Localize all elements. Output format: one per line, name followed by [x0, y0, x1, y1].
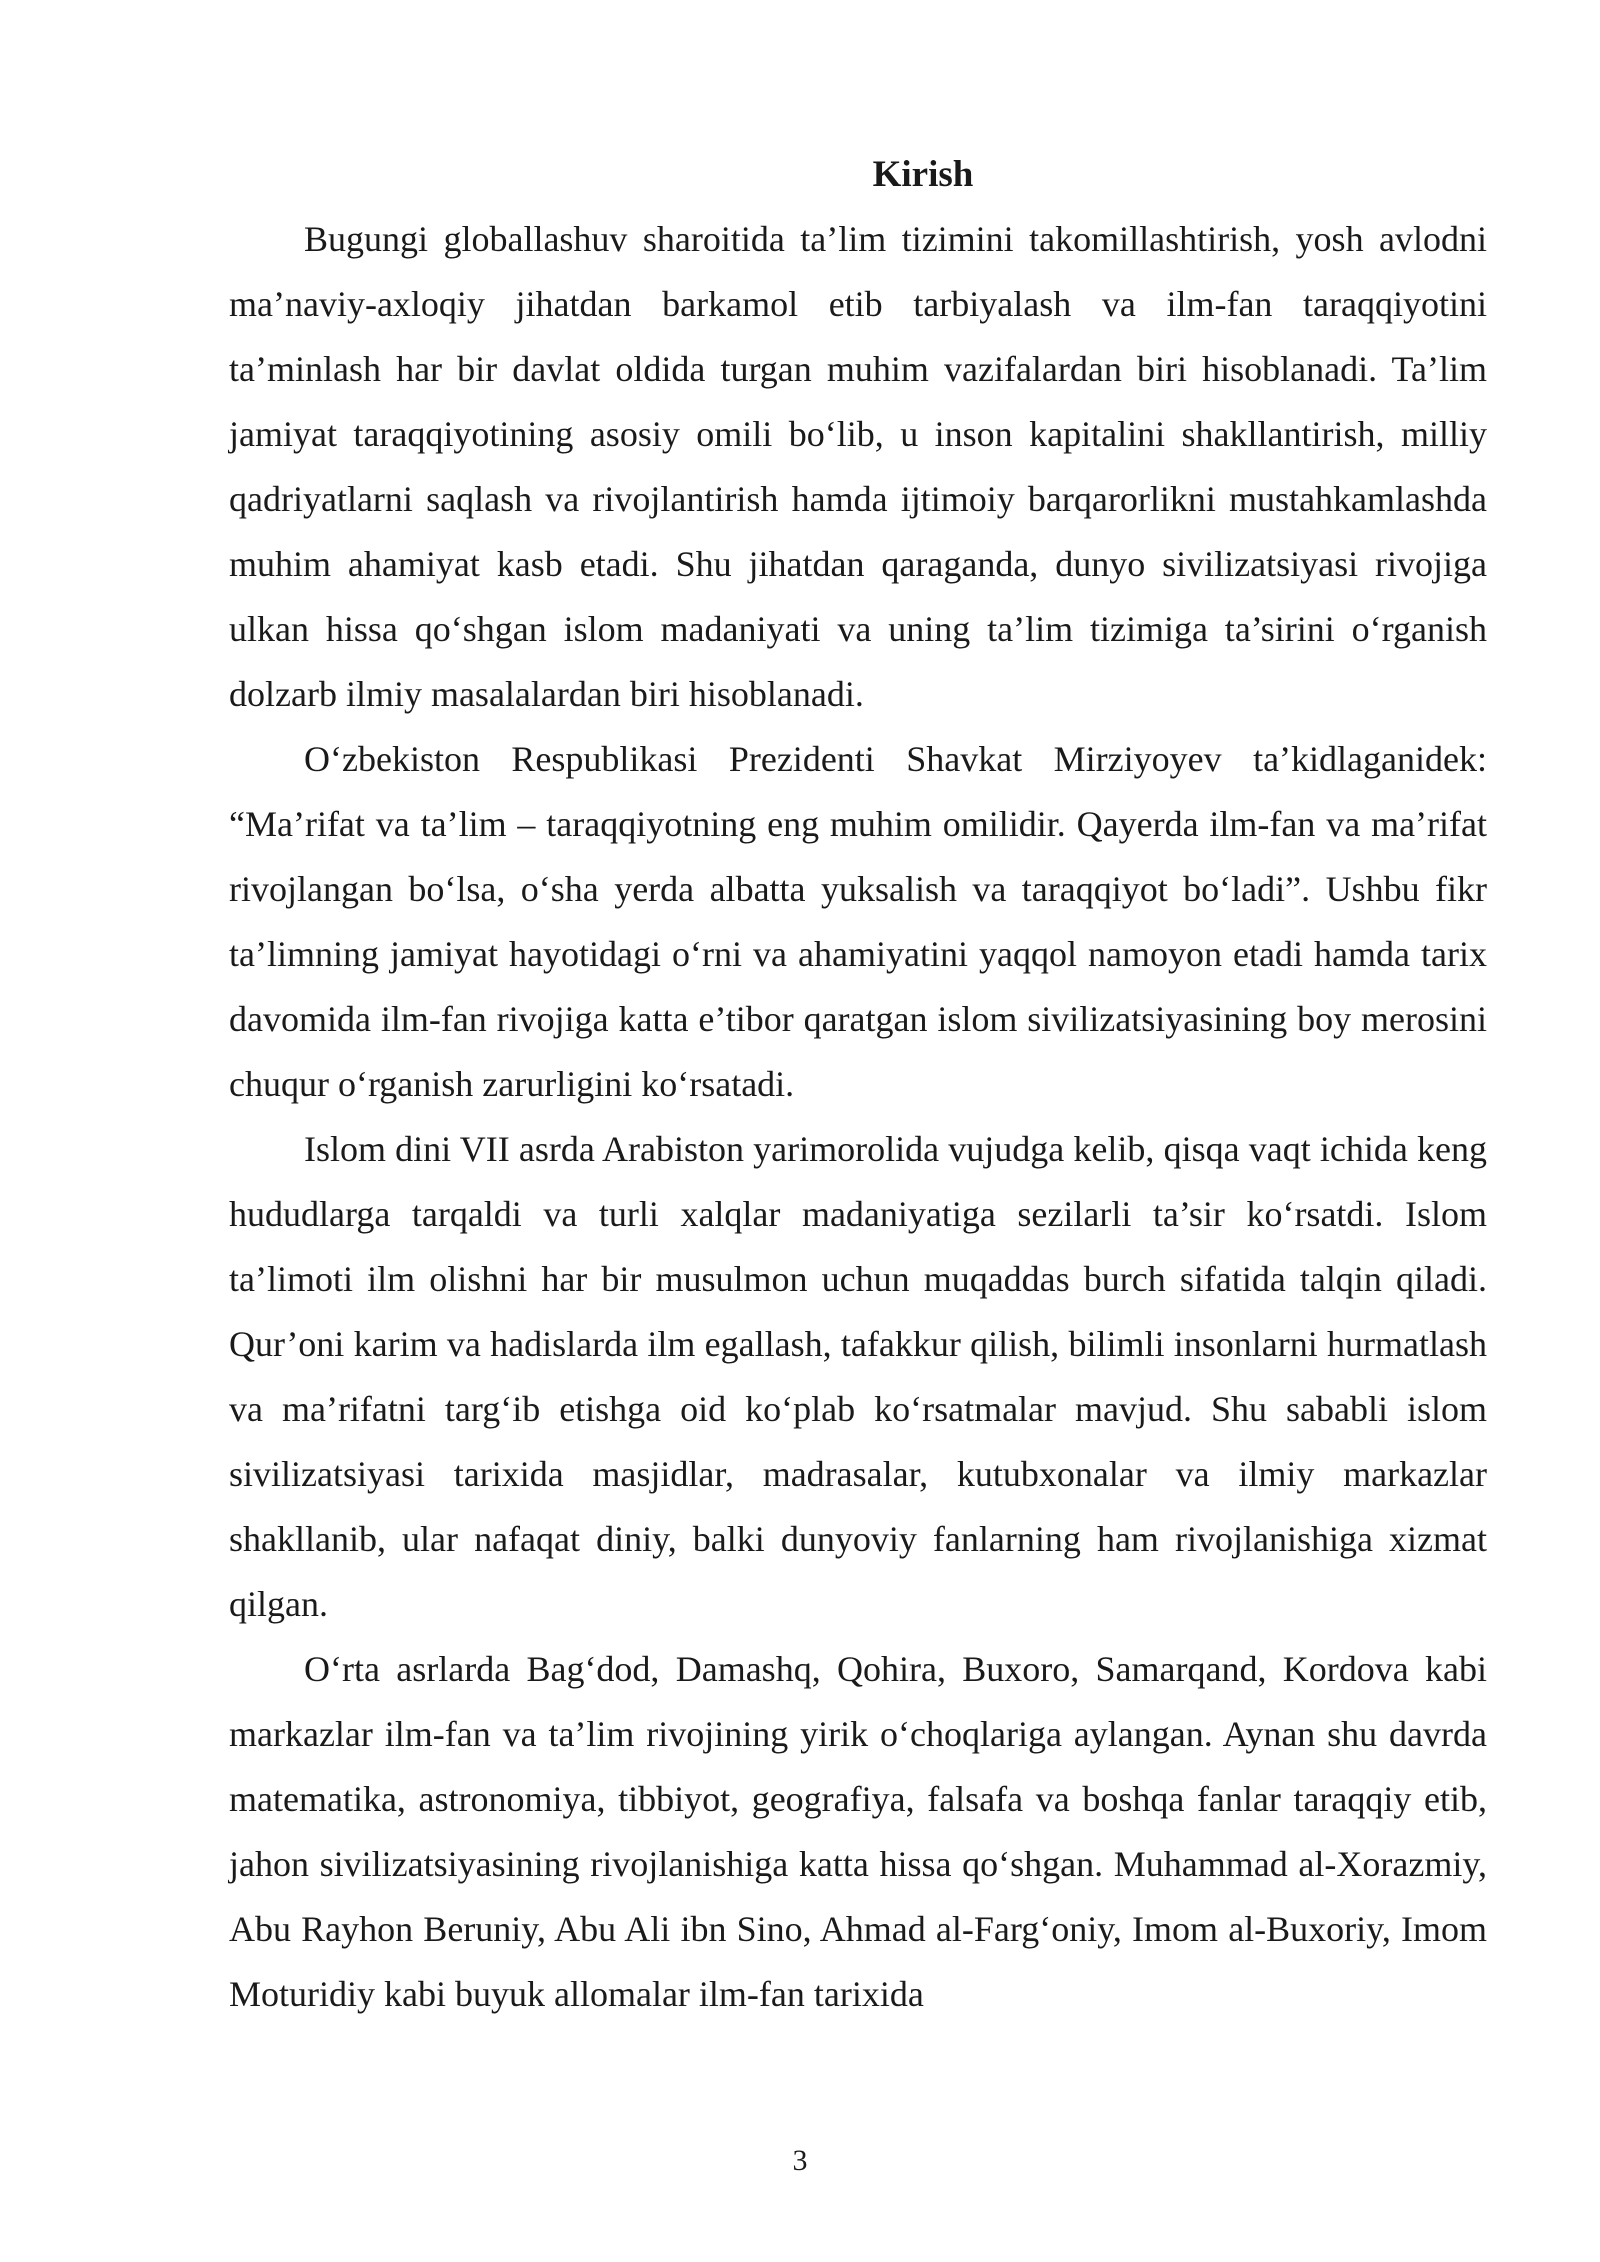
page-content [229, 145, 1487, 2027]
paragraph-1: Bugungi globallashuv sharoitida ta’lim tizimini takomillashtirish, yosh avlodni ma’naviy-axloqiy jihatdan barkamol etib tarbiyalash va ilm-fan taraqqiyotini ta’minlash har bir davlat oldida turgan muhim vazifalardan biri hisoblanadi. Ta’lim jamiyat taraqqiyotining asosiy omili bo‘lib, u inson kapitalini shakllantirish, milliy qadriyatlarni saqlash va rivojlantirish hamda ijtimoiy barqarorlikni mustahkamlashda muhim ahamiyat kasb etadi. Shu jihatdan qaraganda, dunyo sivilizatsiyasi rivojiga ulkan hissa qo‘shgan islom madaniyati va uning ta’lim tizimiga ta’sirini o‘rganish dolzarb ilmiy masalalardan biri hisoblanadi. [229, 219, 1487, 714]
paragraph-3: Islom dini VII asrda Arabiston yarimorolida vujudga kelib, qisqa vaqt ichida keng hududlarga tarqaldi va turli xalqlar madaniyatiga sezilarli ta’sir ko‘rsatdi. Islom ta’limoti ilm olishni har bir musulmon uchun muqaddas burch sifatida talqin qiladi. Qur’oni karim va hadislarda ilm egallash, tafakkur qilish, bilimli insonlarni hurmatlash va ma’rifatni targ‘ib etishga oid ko‘plab ko‘rsatmalar mavjud. Shu sababli islom sivilizatsiyasi tarixida masjidlar, madrasalar, kutubxonalar va ilmiy markazlar shakllanib, ular nafaqat diniy, balki dunyoviy fanlarning ham rivojlanishiga xizmat qilgan. [229, 1129, 1487, 1624]
paragraph-4: O‘rta asrlarda Bag‘dod, Damashq, Qohira, Buxoro, Samarqand, Kordova kabi markazlar ilm-fan va ta’lim rivojining yirik o‘choqlariga aylangan. Aynan shu davrda matematika, astronomiya, tibbiyot, geografiya, falsafa va boshqa fanlar taraqqiy etib, jahon sivilizatsiyasining rivojlanishiga katta hissa qo‘shgan. Muhammad al-Xorazmiy, Abu Rayhon Beruniy, Abu Ali ibn Sino, Ahmad al-Farg‘oniy, Imom al-Buxoriy, Imom Moturidiy kabi buyuk allomalar ilm-fan tarixida [229, 1649, 1487, 2014]
paragraph-2: O‘zbekiston Respublikasi Prezidenti Shavkat Mirziyoyev ta’kidlaganidek: “Ma’rifat va ta’lim – taraqqiyotning eng muhim omilidir. Qayerda ilm-fan va ma’rifat rivojlangan bo‘lsa, o‘sha yerda albatta yuksalish va taraqqiyot bo‘ladi”. Ushbu fikr ta’limning jamiyat hayotidagi o‘rni va ahamiyatini yaqqol namoyon etadi hamda tarix davomida ilm-fan rivojiga katta e’tibor qaratgan islom sivilizatsiyasining boy merosini chuqur o‘rganish zarurligini ko‘rsatadi. [229, 739, 1487, 1104]
page-number: 3 [792, 2144, 808, 2177]
section-heading: Kirish [872, 154, 974, 195]
